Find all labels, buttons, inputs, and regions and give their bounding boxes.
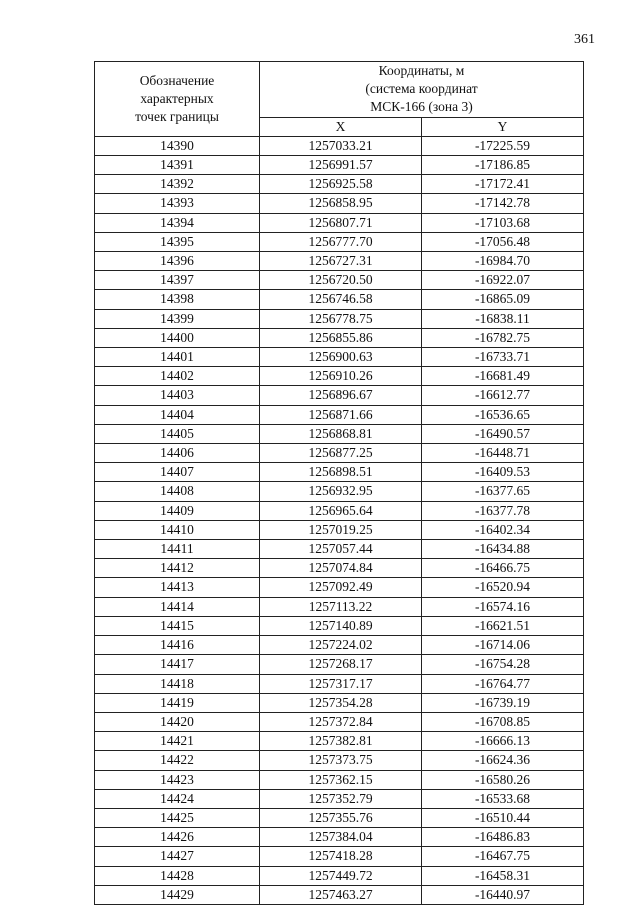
point-cell: 14403 [95,386,260,405]
y-coordinate-cell: -16754.28 [422,655,584,674]
point-cell: 14414 [95,597,260,616]
point-cell: 14406 [95,444,260,463]
x-coordinate-cell: 1256925.58 [260,175,422,194]
point-cell: 14402 [95,367,260,386]
table-row [95,712,584,731]
x-coordinate-cell: 1256720.50 [260,271,422,290]
table-row [95,520,584,539]
y-coordinate-cell: -16580.26 [422,770,584,789]
y-coordinate-cell: -16434.88 [422,540,584,559]
point-header-line: характерных [140,90,214,106]
table-row [95,386,584,405]
y-coordinate-cell: -17186.85 [422,156,584,175]
point-cell: 14417 [95,655,260,674]
x-coordinate-cell: 1257372.84 [260,712,422,731]
x-coordinate-cell: 1257268.17 [260,655,422,674]
x-coordinate-cell: 1257033.21 [260,136,422,155]
table-row [95,847,584,866]
x-coordinate-cell: 1257384.04 [260,828,422,847]
table-row [95,559,584,578]
x-coordinate-cell: 1257362.15 [260,770,422,789]
x-coordinate-cell: 1256965.64 [260,501,422,520]
y-coordinate-cell: -16490.57 [422,424,584,443]
table-row [95,866,584,885]
table-row [95,770,584,789]
y-coordinate-cell: -16782.75 [422,328,584,347]
x-coordinate-cell: 1257074.84 [260,559,422,578]
point-cell: 14413 [95,578,260,597]
y-coordinate-cell: -16612.77 [422,386,584,405]
header-row-top [95,62,584,118]
point-cell: 14427 [95,847,260,866]
point-cell: 14394 [95,213,260,232]
table-row [95,271,584,290]
y-coordinate-cell: -16865.09 [422,290,584,309]
table-row [95,789,584,808]
coords-header-line: МСК-166 (зона 3) [370,99,473,115]
table-row [95,444,584,463]
y-coordinate-cell: -16520.94 [422,578,584,597]
x-coordinate-cell: 1257224.02 [260,636,422,655]
table-row [95,309,584,328]
y-coordinate-cell: -16536.65 [422,405,584,424]
y-coordinate-cell: -16377.65 [422,482,584,501]
table-row [95,674,584,693]
table-row [95,252,584,271]
x-coordinate-cell: 1256868.81 [260,424,422,443]
table-header [95,62,584,137]
point-cell: 14411 [95,540,260,559]
y-coordinate-cell: -17142.78 [422,194,584,213]
y-coordinate-cell: -16574.16 [422,597,584,616]
y-column-header: Y [422,117,584,136]
y-coordinate-cell: -16714.06 [422,636,584,655]
table-row [95,232,584,251]
coords-header-line: Координаты, м [378,63,465,78]
table-row [95,463,584,482]
x-coordinate-cell: 1256778.75 [260,309,422,328]
y-coordinate-cell: -16681.49 [422,367,584,386]
x-coordinate-cell: 1257019.25 [260,520,422,539]
coordinates-table [94,61,584,905]
point-cell: 14396 [95,252,260,271]
table-row [95,808,584,827]
coordinates-group-header [260,62,584,118]
y-coordinate-cell: -16624.36 [422,751,584,770]
table-row [95,213,584,232]
y-coordinate-cell: -16466.75 [422,559,584,578]
x-coordinate-cell: 1257418.28 [260,847,422,866]
x-coordinate-cell: 1256807.71 [260,213,422,232]
table-row [95,828,584,847]
point-cell: 14412 [95,559,260,578]
point-column-header [95,62,260,137]
table-row [95,732,584,751]
y-coordinate-cell: -16377.78 [422,501,584,520]
point-cell: 14418 [95,674,260,693]
x-coordinate-cell: 1256855.86 [260,328,422,347]
y-coordinate-cell: -16922.07 [422,271,584,290]
y-coordinate-cell: -17056.48 [422,232,584,251]
table-row [95,175,584,194]
table-row [95,540,584,559]
table-row [95,136,584,155]
x-coordinate-cell: 1257352.79 [260,789,422,808]
x-coordinate-cell: 1256898.51 [260,463,422,482]
table-row [95,367,584,386]
table-row [95,405,584,424]
x-coordinate-cell: 1257355.76 [260,808,422,827]
point-cell: 14393 [95,194,260,213]
point-cell: 14391 [95,156,260,175]
x-coordinate-cell: 1256746.58 [260,290,422,309]
y-coordinate-cell: -16448.71 [422,444,584,463]
x-coordinate-cell: 1257057.44 [260,540,422,559]
point-cell: 14426 [95,828,260,847]
table-row [95,597,584,616]
y-coordinate-cell: -16838.11 [422,309,584,328]
x-coordinate-cell: 1257449.72 [260,866,422,885]
x-coordinate-cell: 1257373.75 [260,751,422,770]
y-coordinate-cell: -16409.53 [422,463,584,482]
table-row [95,501,584,520]
table-row [95,751,584,770]
point-cell: 14424 [95,789,260,808]
x-coordinate-cell: 1257463.27 [260,885,422,904]
point-cell: 14422 [95,751,260,770]
table-row [95,578,584,597]
x-coordinate-cell: 1257317.17 [260,674,422,693]
y-coordinate-cell: -16402.34 [422,520,584,539]
point-cell: 14399 [95,309,260,328]
y-coordinate-cell: -16440.97 [422,885,584,904]
y-coordinate-cell: -16984.70 [422,252,584,271]
point-cell: 14428 [95,866,260,885]
point-cell: 14392 [95,175,260,194]
point-cell: 14409 [95,501,260,520]
y-coordinate-cell: -16739.19 [422,693,584,712]
point-cell: 14400 [95,328,260,347]
x-coordinate-cell: 1256932.95 [260,482,422,501]
x-coordinate-cell: 1257354.28 [260,693,422,712]
x-coordinate-cell: 1256727.31 [260,252,422,271]
point-cell: 14398 [95,290,260,309]
table-body [95,136,584,904]
x-coordinate-cell: 1257113.22 [260,597,422,616]
point-cell: 14415 [95,616,260,635]
table-row [95,348,584,367]
y-coordinate-cell: -17225.59 [422,136,584,155]
x-coordinate-cell: 1257092.49 [260,578,422,597]
y-coordinate-cell: -16708.85 [422,712,584,731]
x-column-header: X [260,117,422,136]
y-coordinate-cell: -16467.75 [422,847,584,866]
table-row [95,655,584,674]
point-cell: 14395 [95,232,260,251]
x-coordinate-cell: 1257382.81 [260,732,422,751]
table-row [95,290,584,309]
point-cell: 14390 [95,136,260,155]
table-row [95,156,584,175]
y-coordinate-cell: -16458.31 [422,866,584,885]
y-coordinate-cell: -16510.44 [422,808,584,827]
x-coordinate-cell: 1256871.66 [260,405,422,424]
point-cell: 14410 [95,520,260,539]
table-row [95,636,584,655]
point-cell: 14429 [95,885,260,904]
x-coordinate-cell: 1256900.63 [260,348,422,367]
point-cell: 14407 [95,463,260,482]
point-cell: 14397 [95,271,260,290]
point-cell: 14401 [95,348,260,367]
y-coordinate-cell: -16764.77 [422,674,584,693]
x-coordinate-cell: 1257140.89 [260,616,422,635]
point-cell: 14421 [95,732,260,751]
x-coordinate-cell: 1256910.26 [260,367,422,386]
x-coordinate-cell: 1256896.67 [260,386,422,405]
page-number: 361 [574,32,595,47]
x-coordinate-cell: 1256991.57 [260,156,422,175]
point-cell: 14420 [95,712,260,731]
table-row [95,616,584,635]
table-row [95,328,584,347]
point-cell: 14423 [95,770,260,789]
y-coordinate-cell: -16486.83 [422,828,584,847]
table-row [95,424,584,443]
y-coordinate-cell: -17103.68 [422,213,584,232]
point-cell: 14416 [95,636,260,655]
point-cell: 14425 [95,808,260,827]
table-row [95,885,584,904]
point-cell: 14408 [95,482,260,501]
y-coordinate-cell: -16733.71 [422,348,584,367]
y-coordinate-cell: -17172.41 [422,175,584,194]
x-coordinate-cell: 1256858.95 [260,194,422,213]
point-cell: 14404 [95,405,260,424]
point-cell: 14405 [95,424,260,443]
point-header-line: точек границы [135,109,219,124]
point-cell: 14419 [95,693,260,712]
y-coordinate-cell: -16533.68 [422,789,584,808]
point-header-line: Обозначение [139,72,215,88]
y-coordinate-cell: -16621.51 [422,616,584,635]
table-row [95,693,584,712]
table-row [95,482,584,501]
x-coordinate-cell: 1256777.70 [260,232,422,251]
x-coordinate-cell: 1256877.25 [260,444,422,463]
y-coordinate-cell: -16666.13 [422,732,584,751]
table-row [95,194,584,213]
coords-header-line: (система координат [365,81,478,97]
